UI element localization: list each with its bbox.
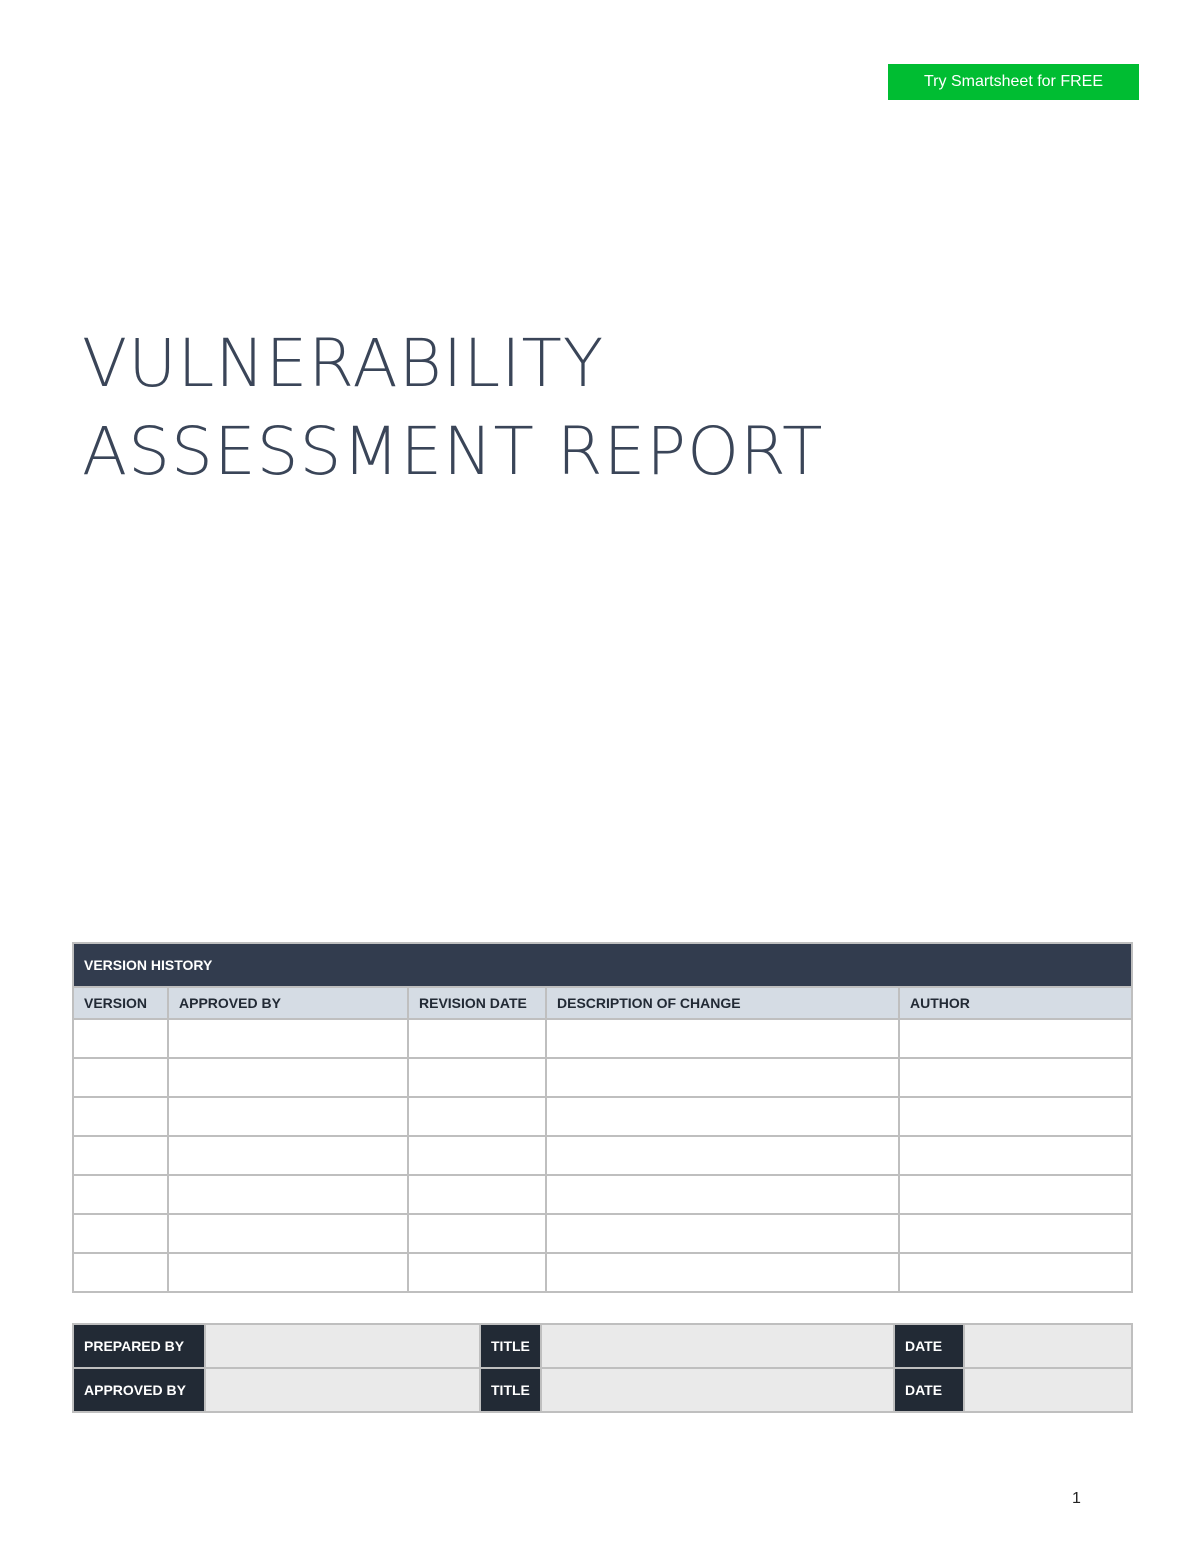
author-cell[interactable] xyxy=(899,1097,1132,1136)
revision-date-cell[interactable] xyxy=(408,1175,546,1214)
revision-date-cell[interactable] xyxy=(408,1214,546,1253)
revision-date-cell[interactable] xyxy=(408,1097,546,1136)
column-header-version: VERSION xyxy=(73,987,168,1019)
revision-date-cell[interactable] xyxy=(408,1019,546,1058)
revision-date-cell[interactable] xyxy=(408,1058,546,1097)
description-cell[interactable] xyxy=(546,1058,899,1097)
prepared-by-label: PREPARED BY xyxy=(73,1324,205,1368)
version-cell[interactable] xyxy=(73,1019,168,1058)
page-number: 1 xyxy=(1072,1490,1081,1507)
table-row xyxy=(73,1097,1132,1136)
author-cell[interactable] xyxy=(899,1019,1132,1058)
sign-off-table xyxy=(72,1323,1133,1413)
author-cell[interactable] xyxy=(899,1253,1132,1292)
table-row xyxy=(73,1136,1132,1175)
approved-by-cell[interactable] xyxy=(168,1019,408,1058)
description-cell[interactable] xyxy=(546,1019,899,1058)
version-history-table xyxy=(72,942,1133,1293)
approved-by-date-label: DATE xyxy=(894,1368,964,1412)
table-row xyxy=(73,1175,1132,1214)
approved-by-cell[interactable] xyxy=(168,1253,408,1292)
approved-by-field[interactable] xyxy=(205,1368,480,1412)
prepared-by-date-label: DATE xyxy=(894,1324,964,1368)
version-cell[interactable] xyxy=(73,1253,168,1292)
approved-by-cell[interactable] xyxy=(168,1175,408,1214)
approved-by-title-field[interactable] xyxy=(541,1368,894,1412)
version-history-title-row xyxy=(73,943,1132,987)
table-row xyxy=(73,1058,1132,1097)
prepared-by-title-field[interactable] xyxy=(541,1324,894,1368)
column-header-description-of-change: DESCRIPTION OF CHANGE xyxy=(546,987,899,1019)
prepared-by-date-field[interactable] xyxy=(964,1324,1132,1368)
version-cell[interactable] xyxy=(73,1058,168,1097)
column-header-approved-by: APPROVED BY xyxy=(168,987,408,1019)
approved-by-cell[interactable] xyxy=(168,1136,408,1175)
report-title-line-1: VULNERABILITY xyxy=(82,325,605,402)
version-cell[interactable] xyxy=(73,1175,168,1214)
author-cell[interactable] xyxy=(899,1214,1132,1253)
approved-by-row xyxy=(73,1368,1132,1412)
author-cell[interactable] xyxy=(899,1136,1132,1175)
description-cell[interactable] xyxy=(546,1253,899,1292)
description-cell[interactable] xyxy=(546,1214,899,1253)
version-cell[interactable] xyxy=(73,1136,168,1175)
approved-by-cell[interactable] xyxy=(168,1097,408,1136)
column-header-revision-date: REVISION DATE xyxy=(408,987,546,1019)
version-cell[interactable] xyxy=(73,1214,168,1253)
prepared-by-title-label: TITLE xyxy=(480,1324,541,1368)
author-cell[interactable] xyxy=(899,1175,1132,1214)
column-header-author: AUTHOR xyxy=(899,987,1132,1019)
version-history-header-row xyxy=(73,987,1132,1019)
approved-by-cell[interactable] xyxy=(168,1058,408,1097)
description-cell[interactable] xyxy=(546,1097,899,1136)
try-smartsheet-button[interactable]: Try Smartsheet for FREE xyxy=(888,64,1139,100)
author-cell[interactable] xyxy=(899,1058,1132,1097)
report-title-line-2: ASSESSMENT REPORT xyxy=(82,413,824,490)
revision-date-cell[interactable] xyxy=(408,1253,546,1292)
version-cell[interactable] xyxy=(73,1097,168,1136)
prepared-by-field[interactable] xyxy=(205,1324,480,1368)
revision-date-cell[interactable] xyxy=(408,1136,546,1175)
description-cell[interactable] xyxy=(546,1175,899,1214)
approved-by-title-label: TITLE xyxy=(480,1368,541,1412)
table-row xyxy=(73,1253,1132,1292)
report-title xyxy=(82,320,823,496)
table-row xyxy=(73,1214,1132,1253)
version-history-title: VERSION HISTORY xyxy=(73,943,1132,987)
approved-by-cell[interactable] xyxy=(168,1214,408,1253)
description-cell[interactable] xyxy=(546,1136,899,1175)
table-row xyxy=(73,1019,1132,1058)
approved-by-label: APPROVED BY xyxy=(73,1368,205,1412)
approved-by-date-field[interactable] xyxy=(964,1368,1132,1412)
prepared-by-row xyxy=(73,1324,1132,1368)
